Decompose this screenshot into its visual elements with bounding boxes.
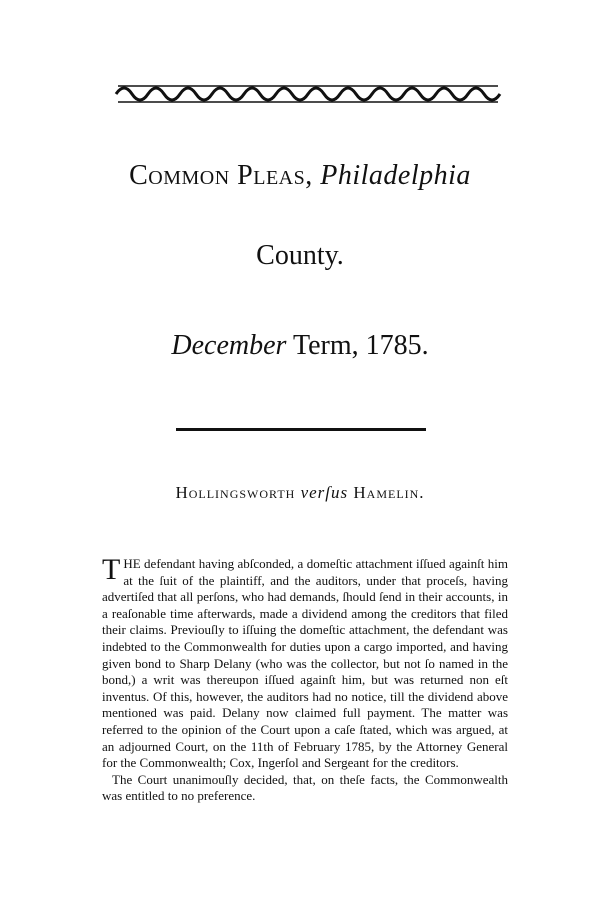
- place-name: Philadelphia: [320, 160, 471, 191]
- case-report: [102, 553, 508, 805]
- county-heading: County.: [256, 240, 344, 271]
- court-name: Common Pleas,: [129, 160, 313, 191]
- court-heading: [0, 160, 600, 192]
- plaintiff-name: Hollingsworth: [175, 483, 296, 502]
- versus-word: verſus: [300, 483, 349, 502]
- case-title: [0, 483, 600, 503]
- divider-rule: [176, 428, 426, 431]
- term-year: Term, 1785.: [292, 330, 429, 361]
- term-heading: [0, 330, 600, 362]
- facts-text: HE defendant having abſconded, a domeſtic attachment iſſued againſt him at the ſuit of the plaintiff, and the auditors, under that proceſs, having advertiſed that all perſons, who had demands, ſhould ſend in their accounts, in a reaſonable time afterwards, made a dividend among the creditors that filed their claims. Previouſly to iſſuing the domeſtic attachment, the defendant was indebted to the Commonwealth for duties upon a cargo imported, and having given bond to Sharp Delany (who was the collector, but not ſo named in the bond,) a writ was thereupon iſſued againſt him, but was returned non eſt inventus. Of this, however, the auditors had no notice, till the dividend above mentioned was paid. Delany now claimed full payment. The matter was referred to the opinion of the Court upon a caſe ſtated, which was argued, at an adjourned Court, on the 11th of February 1785, by the Attorney General for the Commonwealth; Cox, Ingerſol and Sergeant for the creditors.: [102, 556, 508, 771]
- decorative-ornament-band: [112, 80, 504, 108]
- drop-cap: T: [102, 553, 121, 586]
- report-paragraph-facts: [102, 553, 508, 772]
- report-paragraph-decision: The Court unanimouſly decided, that, on theſe facts, the Commonwealth was entitled to no preference.: [102, 771, 508, 804]
- term-month: December: [171, 330, 287, 361]
- defendant-name: Hamelin.: [353, 483, 425, 502]
